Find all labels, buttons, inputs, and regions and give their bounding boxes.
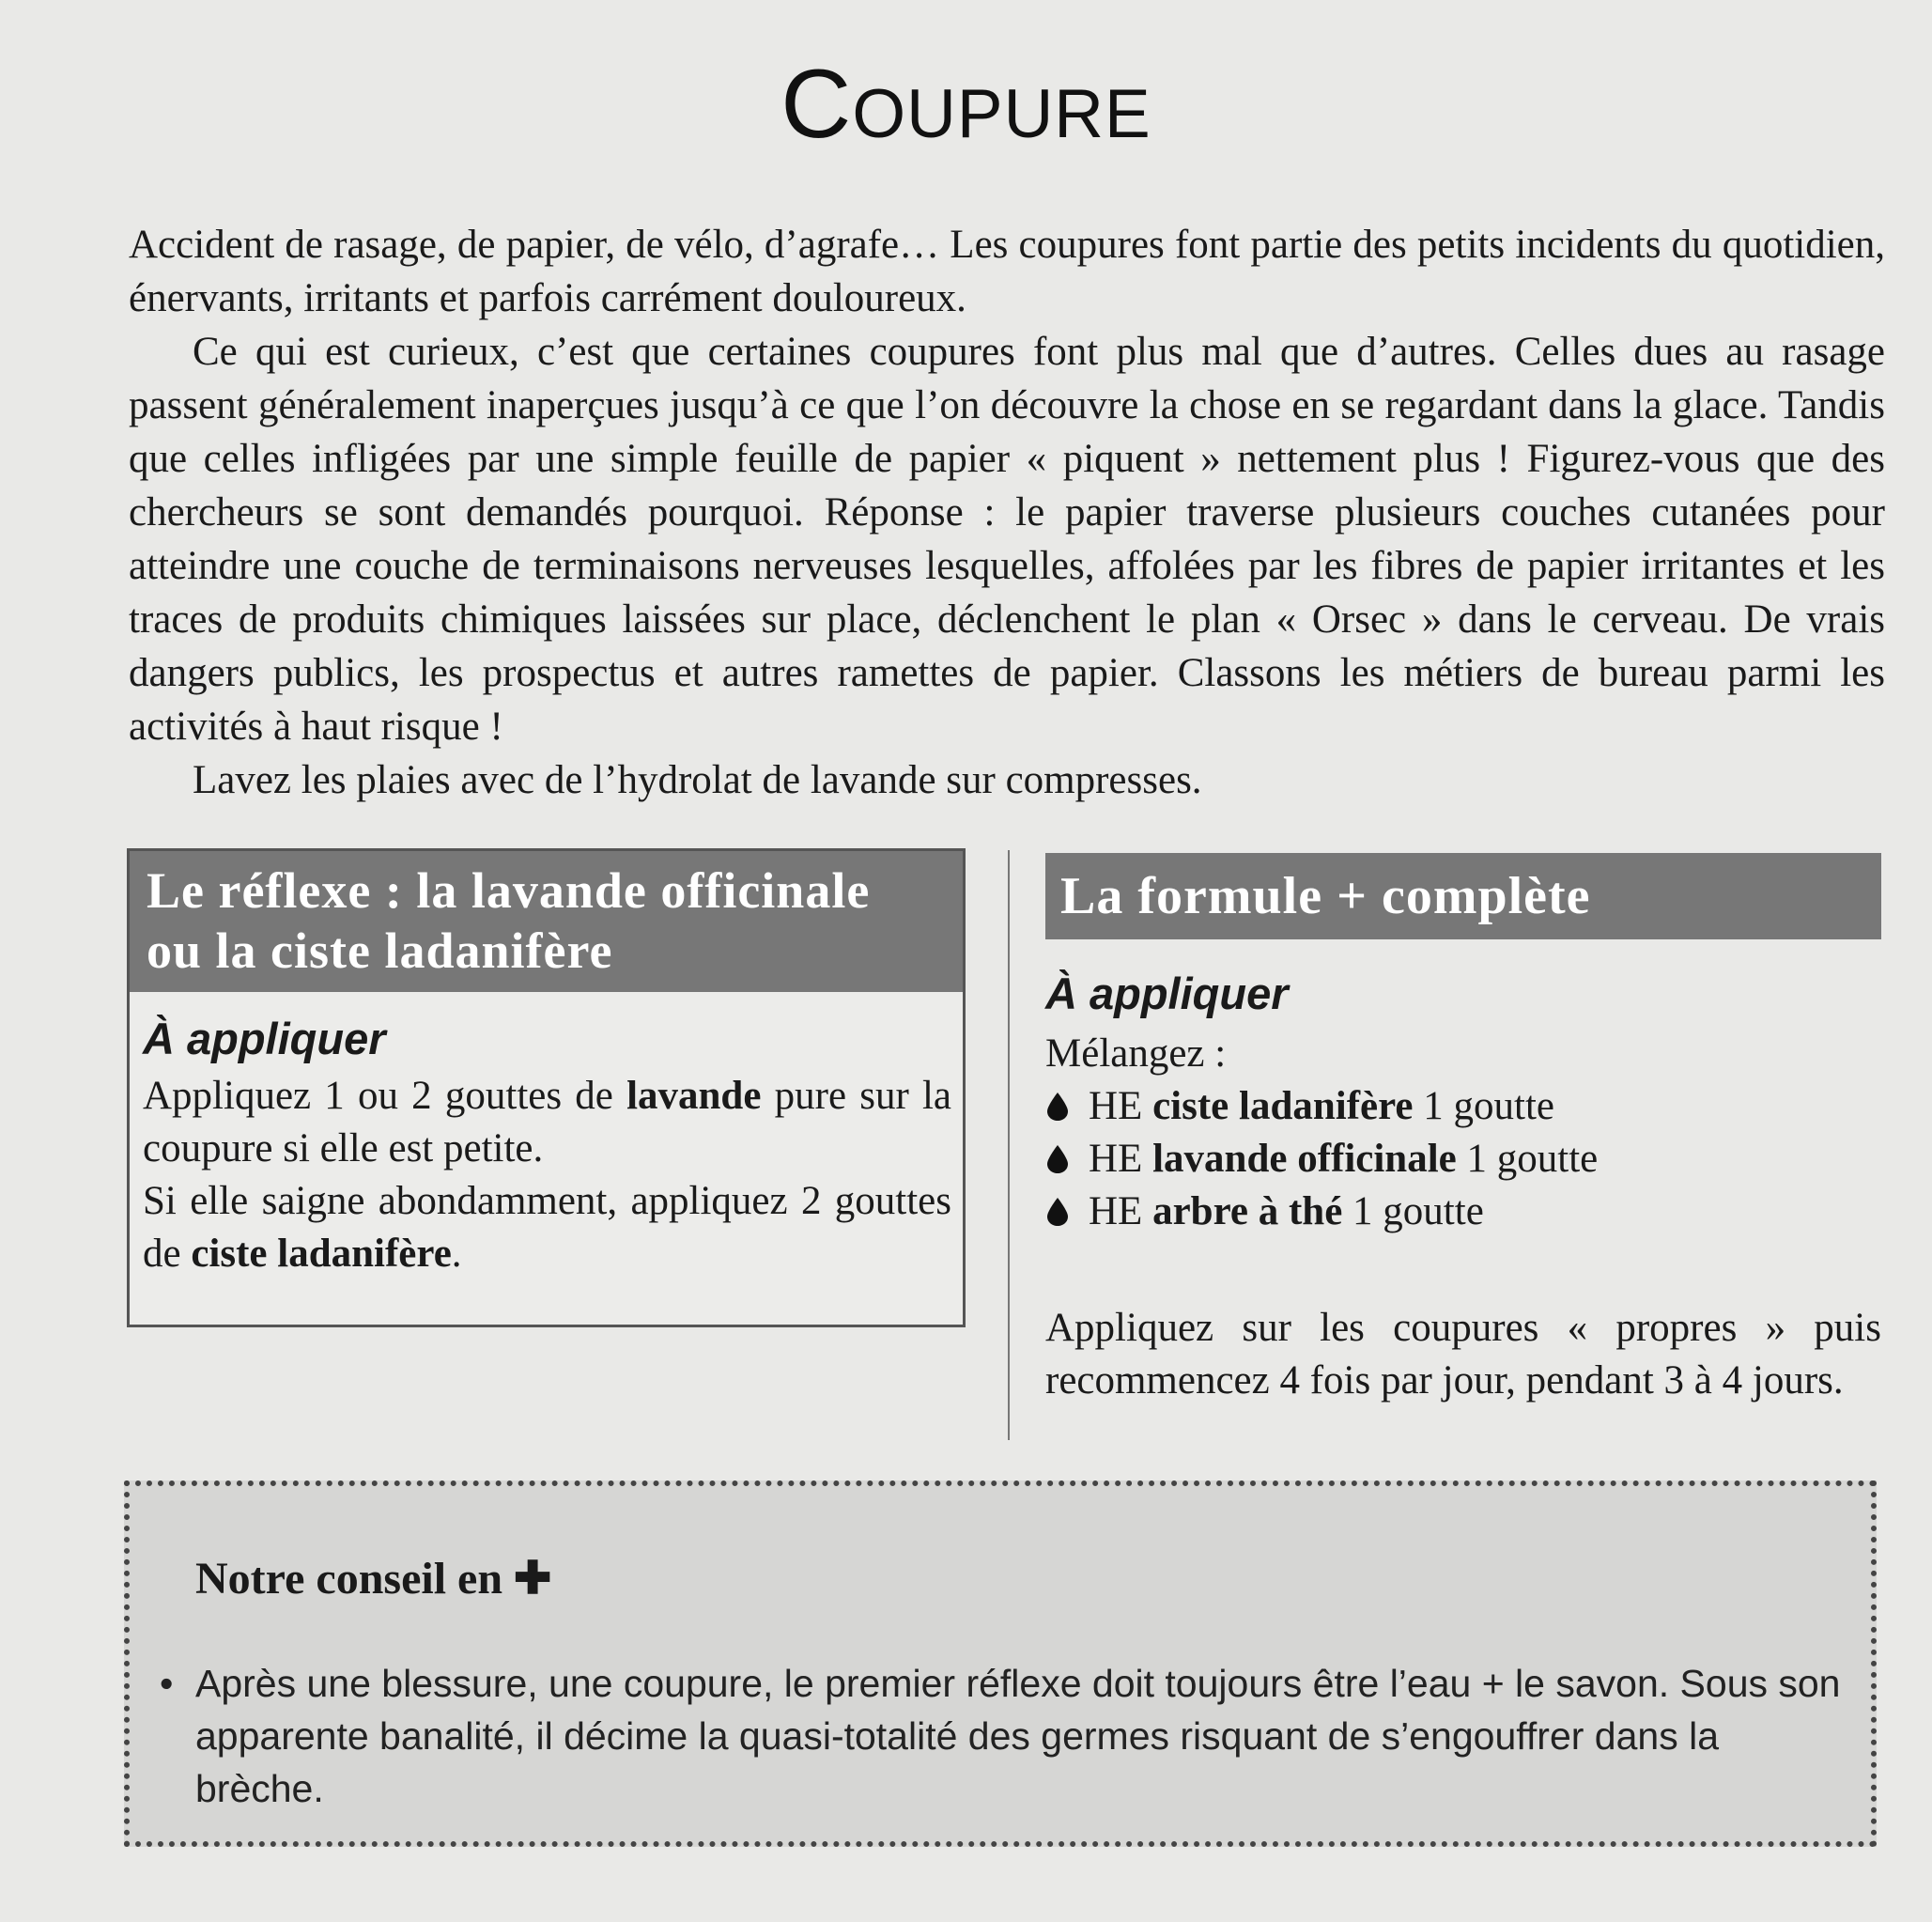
advice-title: Notre conseil en ✚ — [195, 1554, 552, 1604]
formula-item-name: ciste ladanifère — [1152, 1084, 1414, 1128]
formula-intro: Mélangez : — [1045, 1031, 1227, 1076]
formula-footer: Appliquez sur les coupures « propres » puis recommencez 4 fois par jour, pendant 3 à 4 jours. — [1045, 1306, 1881, 1403]
intro-text — [129, 218, 1885, 807]
reflex-text-1-b: pure sur la coupure si elle est petite. — [143, 1074, 951, 1170]
formula-item-name: lavande officinale — [1152, 1137, 1457, 1181]
reflex-text-2 — [143, 1175, 951, 1280]
formula-item-dose: 1 goutte — [1456, 1137, 1599, 1181]
formula-item — [1045, 1133, 1881, 1186]
formula-item-text — [1089, 1080, 1554, 1133]
intro-paragraph-3: Lavez les plaies avec de l’hydrolat de lavande sur compresses. — [193, 758, 1202, 802]
formula-body — [1045, 1028, 1881, 1238]
intro-paragraph-2: Ce qui est curieux, c’est que certaines coupures font plus mal que d’autres. Celles dues au rasage passent généralement inaperçues jusqu’à ce que l’on découvre la chose en se regardant dans la glace. Tandis que celles infligées par une simple feuille de papier « piquent » nettement plus ! Figurez-vous que des chercheurs se sont demandés pourquoi. Réponse : le papier traverse plusieurs couches cutanées pour atteindre une couche de terminaisons nerveuses lesquelles, affolées par les fibres de papier irritantes et les traces de produits chimiques laissées sur place, déclenchent le plan « Orsec » dans le cerveau. De vrais dangers publics, les prospectus et autres ramettes de papier. Classons les métiers de bureau parmi les activités à haut risque ! — [129, 330, 1885, 749]
formula-item-dose: 1 goutte — [1342, 1189, 1484, 1233]
formula-item-prefix: HE — [1089, 1137, 1153, 1181]
formula-item-prefix: HE — [1089, 1189, 1153, 1233]
drop-icon — [1045, 1197, 1070, 1227]
reflex-box-heading — [130, 851, 963, 992]
formula-item-text — [1089, 1133, 1598, 1186]
drop-icon — [1045, 1092, 1070, 1122]
formula-heading: La formule + complète — [1045, 853, 1881, 939]
formula-item — [1045, 1080, 1881, 1133]
formula-subheading: À appliquer — [1045, 969, 1289, 1018]
formula-item-text — [1089, 1186, 1484, 1238]
column-divider — [1008, 850, 1010, 1440]
reflex-text-2-b: . — [451, 1232, 462, 1276]
advice-item — [160, 1657, 1848, 1815]
reflex-heading-line-2: ou la ciste ladanifère — [147, 922, 613, 979]
page-title: Coupure — [781, 50, 1151, 159]
reflex-text-1 — [143, 1070, 951, 1175]
intro-paragraph-1: Accident de rasage, de papier, de vélo, d’agrafe… Les coupures font partie des petits incidents du quotidien, énervants, irritants et parfois carrément douloureux. — [129, 223, 1885, 320]
bullet-icon: • — [160, 1662, 174, 1705]
reflex-text-1-bold: lavande — [626, 1074, 762, 1118]
reflex-heading-line-1: Le réflexe : la lavande officinale — [147, 862, 871, 919]
advice-box — [124, 1480, 1877, 1847]
reflex-subheading: À appliquer — [143, 1014, 386, 1063]
advice-text: Après une blessure, une coupure, le premier réflexe doit toujours être l’eau + le savon. Sous son apparente banalité, il décime la quasi-totalité des germes risquant de s’engouffrer dans la brèche. — [195, 1662, 1841, 1810]
reflex-text-2-a: Si elle saigne abondamment, appliquez 2 gouttes de — [143, 1179, 951, 1276]
drop-icon — [1045, 1144, 1070, 1174]
reflex-box — [127, 848, 966, 1327]
formula-item-prefix: HE — [1089, 1084, 1153, 1128]
reflex-body — [143, 1070, 951, 1280]
formula-item-dose: 1 goutte — [1413, 1084, 1555, 1128]
formula-item — [1045, 1186, 1881, 1238]
formula-item-name: arbre à thé — [1152, 1189, 1343, 1233]
reflex-text-1-a: Appliquez 1 ou 2 gouttes de — [143, 1074, 627, 1118]
reflex-text-2-bold: ciste ladanifère — [191, 1232, 452, 1276]
